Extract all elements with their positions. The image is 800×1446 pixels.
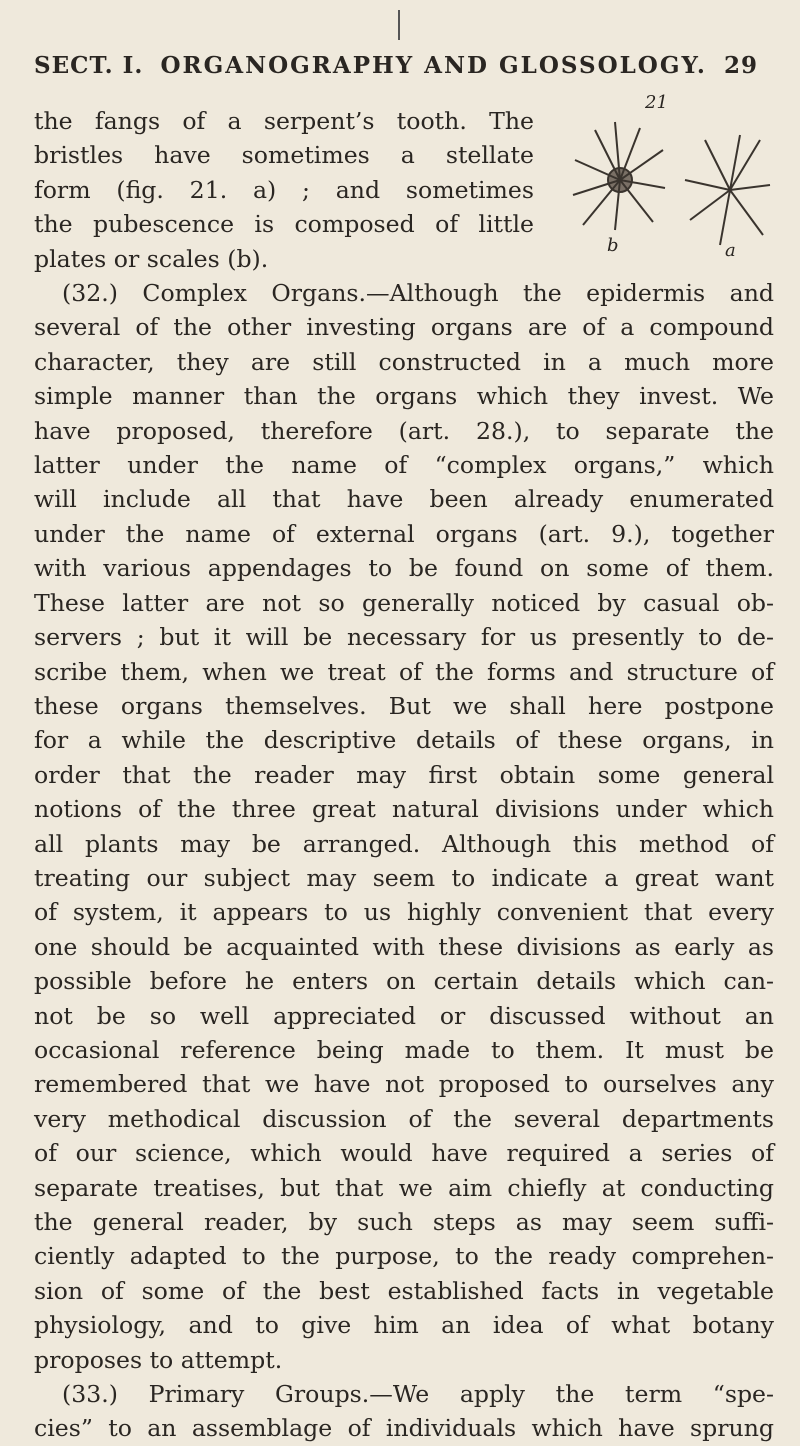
text-line: proposes to attempt. xyxy=(34,1345,283,1374)
text-line: not be so well appreciated or discussed without an xyxy=(34,1001,774,1030)
margin-mark xyxy=(398,10,400,40)
text-line: simple manner than the organs which they invest. We xyxy=(34,382,774,411)
text-line: These latter are not so generally noticed by casual ob- xyxy=(34,588,774,617)
figure-label-a: a xyxy=(725,240,736,261)
paragraph-32-start: (32.) Complex Organs.—Although the epidermis and xyxy=(62,279,774,308)
text-line: servers ; but it will be necessary for us presently to de- xyxy=(34,623,774,652)
text-line: for a while the descriptive details of these organs, in xyxy=(34,726,774,755)
text-line: treating our subject may seem to indicate a great want xyxy=(34,863,774,892)
text-line: one should be acquainted with these divisions as early as xyxy=(34,932,774,961)
text-line: have proposed, therefore (art. 28.), to separate the xyxy=(34,416,774,445)
text-line: will include all that have been already enumerated xyxy=(34,485,774,514)
text-line: very methodical discussion of the several departments xyxy=(34,1104,774,1133)
text-line: latter under the name of “complex organs,” which xyxy=(34,451,774,480)
text-line: these organs themselves. But we shall here postpone xyxy=(34,691,774,720)
running-title: ORGANOGRAPHY AND GLOSSOLOGY. xyxy=(160,52,707,79)
text-line: sion of some of the best established facts in vegetable xyxy=(34,1276,774,1305)
text-line: possible before he enters on certain details which can- xyxy=(34,967,774,996)
text-line: the pubescence is composed of little xyxy=(34,210,534,239)
section-label: SECT. I. xyxy=(34,52,144,79)
text-line: bristles have sometimes a stellate xyxy=(34,141,534,170)
text-line: the general reader, by such steps as may seem suffi- xyxy=(34,1208,774,1236)
page-number: 29 xyxy=(723,52,758,79)
text-line: under the name of external organs (art. 9.), together xyxy=(34,519,774,548)
figure-label-b: b xyxy=(607,235,619,256)
text-line: of system, it appears to us highly convenient that every xyxy=(34,898,774,927)
text-line: of our science, which would have required a series of xyxy=(34,1139,774,1168)
text-line: form (fig. 21. a) ; and sometimes xyxy=(34,175,534,204)
text-line: remembered that we have not proposed to ourselves any xyxy=(34,1070,774,1099)
text-line: physiology, and to give him an idea of what botany xyxy=(34,1311,774,1340)
text-line: with various appendages to be found on some of them. xyxy=(34,554,774,583)
text-line: character, they are still constructed in a much more xyxy=(34,347,774,376)
text-line: scribe them, when we treat of the forms and structure of xyxy=(34,657,774,686)
text-line: order that the reader may first obtain some general xyxy=(34,760,774,789)
text-line: occasional reference being made to them. It must be xyxy=(34,1035,774,1064)
text-line: the fangs of a serpent’s tooth. The xyxy=(34,107,534,135)
body-text xyxy=(34,104,774,1446)
text-line: plates or scales (b). xyxy=(34,244,269,273)
text-line: all plants may be arranged. Although this method of xyxy=(34,829,774,858)
text-line: ciently adapted to the purpose, to the ready comprehen- xyxy=(34,1242,774,1271)
text-line: notions of the three great natural divisions under which xyxy=(34,795,774,824)
text-line: separate treatises, but that we aim chiefly at conducting xyxy=(34,1173,774,1202)
paragraph-33-start: (33.) Primary Groups.—We apply the term “spe- xyxy=(62,1380,774,1409)
running-head xyxy=(34,52,758,79)
text-line: cies” to an assemblage of individuals which have sprung xyxy=(34,1414,774,1443)
text-line: several of the other investing organs are of a compound xyxy=(34,313,774,342)
figure-number: 21 xyxy=(645,92,668,113)
